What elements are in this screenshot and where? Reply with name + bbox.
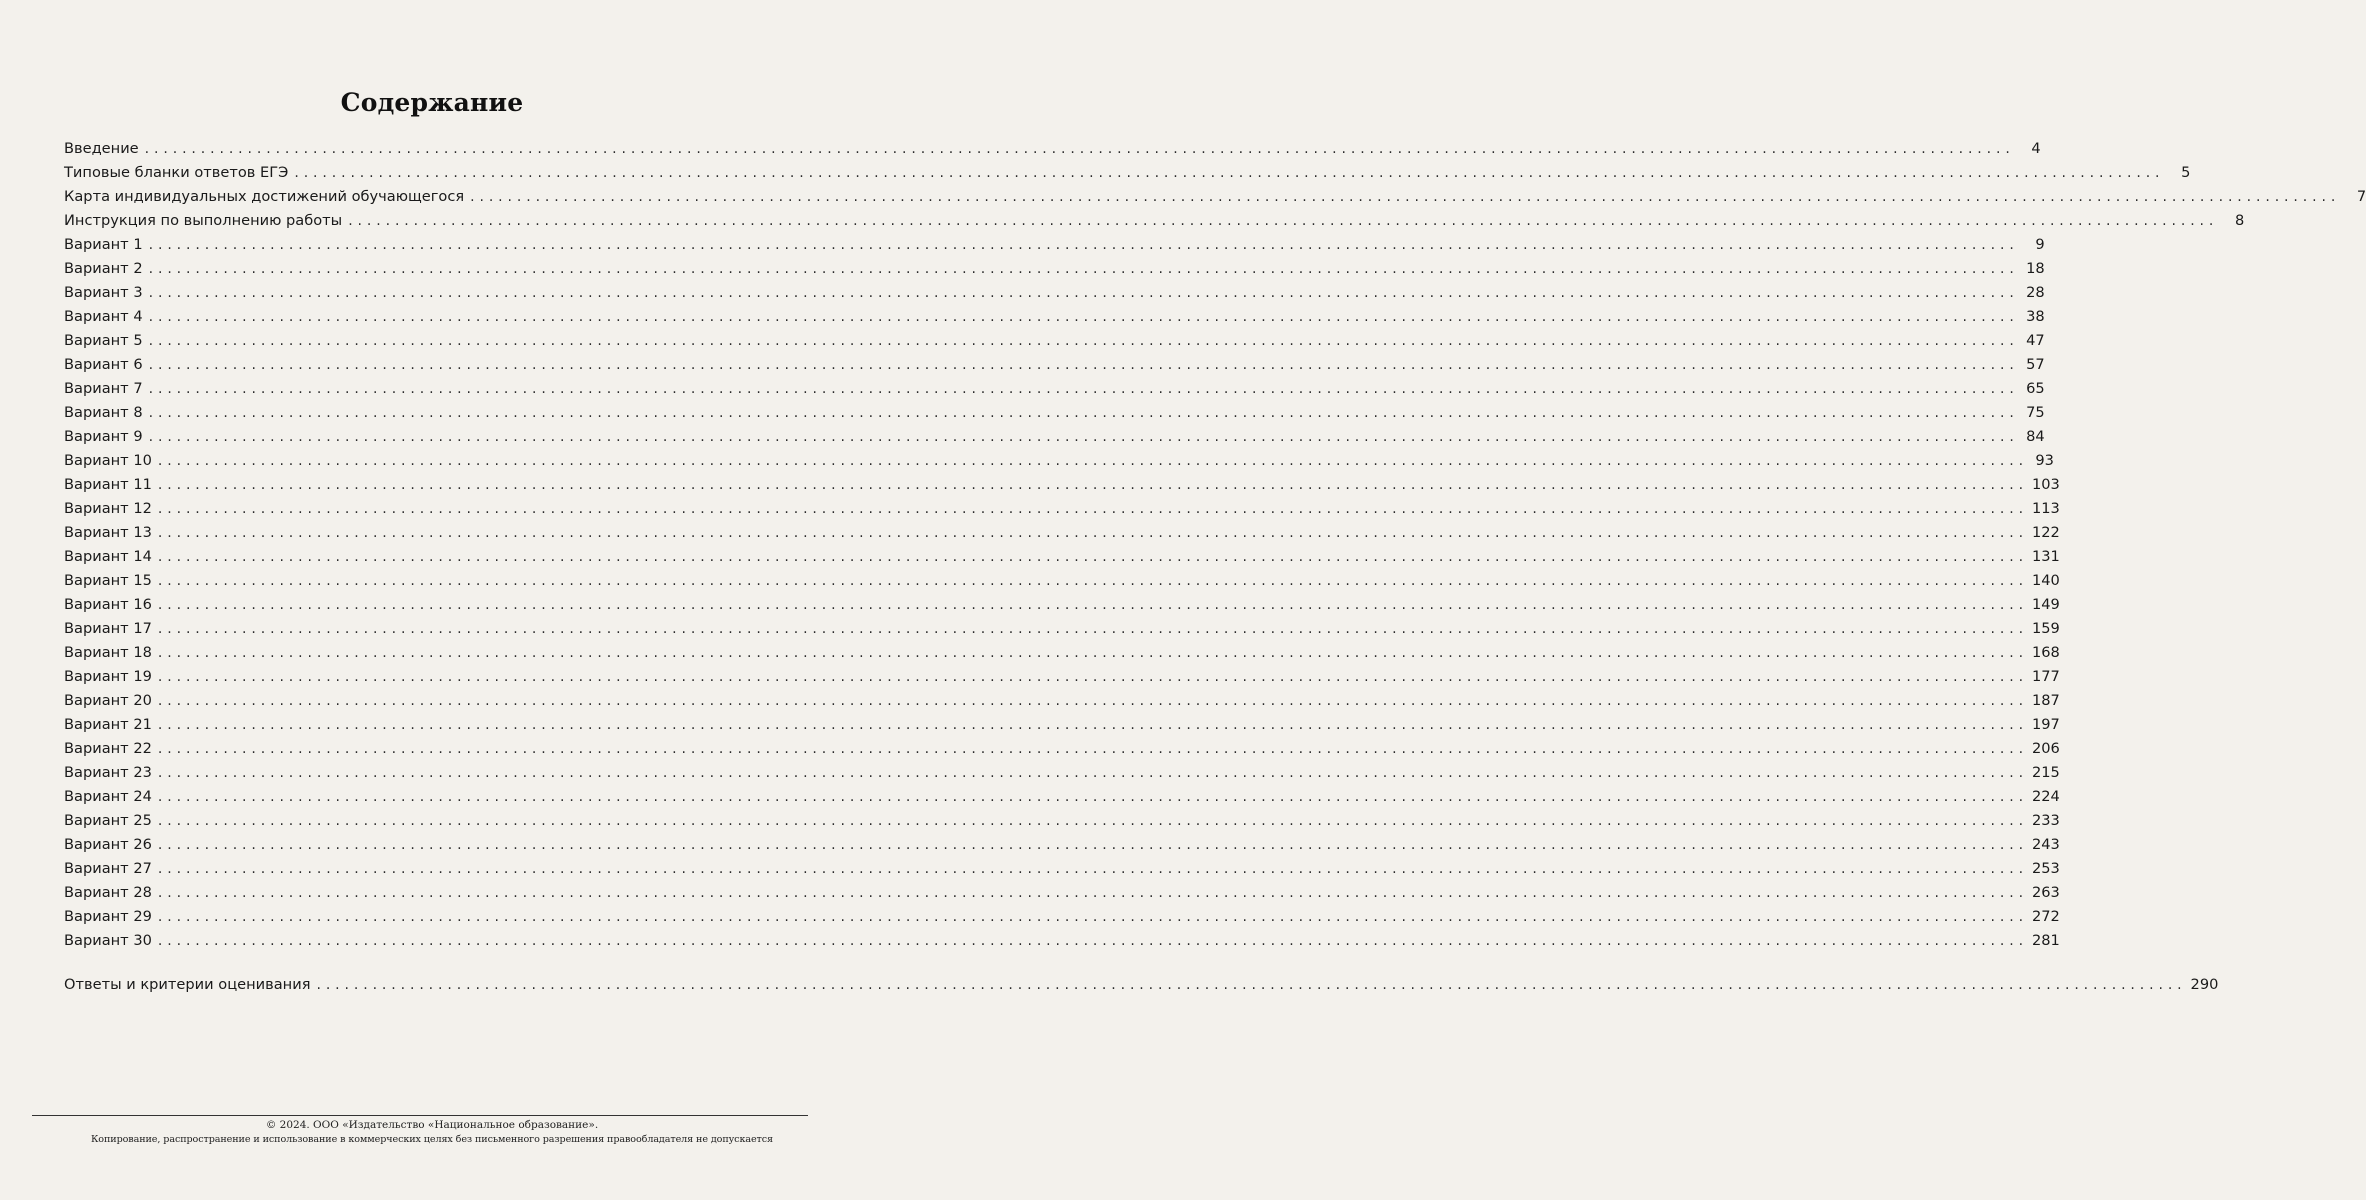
dot-leader: ........................................................................................................................................................................................................	[157, 909, 2028, 925]
dot-leader: ........................................................................................................................................................................................................	[157, 645, 2028, 661]
toc-entry[interactable]	[64, 404, 2045, 428]
dot-leader: ........................................................................................................................................................................................................	[348, 213, 2219, 229]
dot-leader: ........................................................................................................................................................................................................	[157, 789, 2028, 805]
toc-entry-page-number: 131	[2031, 548, 2060, 565]
toc-entry-label: Вариант 13	[64, 524, 152, 541]
toc-entry[interactable]	[64, 788, 2060, 812]
toc-entry-page-number: 206	[2031, 740, 2060, 757]
toc-entry-page-number: 113	[2031, 500, 2060, 517]
toc-entry-page-number: 187	[2031, 692, 2060, 709]
toc-entry[interactable]	[64, 716, 2060, 740]
dot-leader: ........................................................................................................................................................................................................	[157, 453, 2028, 469]
toc-entry[interactable]	[64, 548, 2060, 572]
toc-entry-page-number: 224	[2031, 788, 2060, 805]
toc-entry-page-number: 28	[2026, 284, 2045, 301]
toc-entry-label: Вариант 30	[64, 932, 152, 949]
toc-entry[interactable]	[64, 332, 2045, 356]
toc-entry-label: Вариант 17	[64, 620, 152, 637]
toc-entry-label: Вариант 15	[64, 572, 152, 589]
dot-leader: ........................................................................................................................................................................................................	[144, 141, 2015, 157]
toc-entry-label: Вариант 24	[64, 788, 152, 805]
toc-entry-label: Вариант 5	[64, 332, 143, 349]
toc-entry-label: Вариант 14	[64, 548, 152, 565]
toc-entry[interactable]	[64, 284, 2045, 308]
toc-entry-label: Введение	[64, 140, 139, 157]
toc-entry[interactable]	[64, 692, 2060, 716]
toc-entry[interactable]	[64, 884, 2060, 908]
dot-leader: ........................................................................................................................................................................................................	[157, 765, 2028, 781]
toc-entry-page-number: 149	[2031, 596, 2060, 613]
toc-entry-page-number: 122	[2031, 524, 2060, 541]
dot-leader: ........................................................................................................................................................................................................	[157, 861, 2028, 877]
toc-entry-page-number: 75	[2026, 404, 2045, 421]
toc-entry-label: Карта индивидуальных достижений обучающегося	[64, 188, 465, 205]
toc-entry-label: Типовые бланки ответов ЕГЭ	[64, 164, 289, 181]
toc-entry-page-number: 197	[2031, 716, 2060, 733]
toc-entry-label: Вариант 26	[64, 836, 152, 853]
footer-notice: Копирование, распространение и использование в коммерческих целях без письменного разрешения правообладателя не допускается	[90, 1134, 773, 1145]
toc-entry-page-number: 215	[2031, 764, 2060, 781]
toc-entry-page-number: 47	[2026, 332, 2045, 349]
toc-entry[interactable]	[64, 860, 2060, 884]
toc-entry-page-number: 177	[2031, 668, 2060, 685]
toc-entry[interactable]	[64, 140, 2041, 164]
dot-leader: ........................................................................................................................................................................................................	[157, 597, 2028, 613]
dot-leader: ........................................................................................................................................................................................................	[157, 669, 2028, 685]
dot-leader: ........................................................................................................................................................................................................	[157, 717, 2028, 733]
toc-entry[interactable]	[64, 908, 2060, 932]
toc-entry-answers[interactable]	[64, 976, 2219, 1000]
toc-entry-label: Вариант 2	[64, 260, 143, 277]
toc-entry-page-number: 168	[2031, 644, 2060, 661]
toc-entry[interactable]	[64, 620, 2060, 644]
dot-leader: ........................................................................................................................................................................................................	[148, 405, 2019, 421]
dot-leader: ........................................................................................................................................................................................................	[157, 549, 2028, 565]
toc-entry-label: Ответы и критерии оценивания	[64, 976, 311, 993]
toc-entry-label: Вариант 8	[64, 404, 143, 421]
dot-leader: ........................................................................................................................................................................................................	[148, 237, 2019, 253]
dot-leader: ........................................................................................................................................................................................................	[294, 165, 2165, 181]
toc-entry-page-number: 253	[2031, 860, 2060, 877]
dot-leader: ........................................................................................................................................................................................................	[148, 309, 2019, 325]
page-title: Содержание	[340, 88, 524, 117]
toc-entry-label: Вариант 12	[64, 500, 152, 517]
toc-entry-label: Вариант 1	[64, 236, 143, 253]
dot-leader: ........................................................................................................................................................................................................	[157, 501, 2028, 517]
footer-copyright: © 2024. ООО «Издательство «Национальное образование».	[265, 1119, 599, 1131]
toc-entry-page-number: 243	[2031, 836, 2060, 853]
toc-entry[interactable]	[64, 932, 2060, 956]
toc-entry-label: Вариант 16	[64, 596, 152, 613]
dot-leader: ........................................................................................................................................................................................................	[316, 977, 2187, 993]
footer-divider	[32, 1115, 808, 1116]
toc-entry-label: Вариант 11	[64, 476, 152, 493]
dot-leader: ........................................................................................................................................................................................................	[148, 357, 2019, 373]
toc-entry[interactable]	[64, 500, 2060, 524]
toc-entry-page-number: 65	[2026, 380, 2045, 397]
toc-entry-label: Вариант 21	[64, 716, 152, 733]
toc-entry-label: Вариант 29	[64, 908, 152, 925]
toc-entry-label: Вариант 22	[64, 740, 152, 757]
toc-entry[interactable]	[64, 356, 2045, 380]
toc-entry[interactable]	[64, 740, 2060, 764]
toc-entry-label: Вариант 20	[64, 692, 152, 709]
toc-entry[interactable]	[64, 836, 2060, 860]
toc-entry-label: Вариант 28	[64, 884, 152, 901]
toc-entry-label: Инструкция по выполнению работы	[64, 212, 343, 229]
toc-entry[interactable]	[64, 596, 2060, 620]
toc-entry-page-number: 140	[2031, 572, 2060, 589]
dot-leader: ........................................................................................................................................................................................................	[148, 261, 2019, 277]
dot-leader: ........................................................................................................................................................................................................	[148, 381, 2019, 397]
toc-entry-page-number: 290	[2190, 976, 2219, 993]
toc-entry-page-number: 57	[2026, 356, 2045, 373]
toc-entry-page-number: 8	[2234, 212, 2245, 229]
toc-entry-label: Вариант 23	[64, 764, 152, 781]
toc-entry[interactable]	[64, 764, 2060, 788]
toc-entry-label: Вариант 3	[64, 284, 143, 301]
dot-leader: ........................................................................................................................................................................................................	[157, 837, 2028, 853]
toc-entry-label: Вариант 27	[64, 860, 152, 877]
toc-entry-page-number: 4	[2031, 140, 2041, 157]
toc-entry-label: Вариант 6	[64, 356, 143, 373]
dot-leader: ........................................................................................................................................................................................................	[157, 477, 2028, 493]
toc-entry-page-number: 272	[2031, 908, 2060, 925]
dot-leader: ........................................................................................................................................................................................................	[157, 933, 2028, 949]
table-of-contents	[64, 140, 2366, 1000]
toc-entry[interactable]	[64, 308, 2045, 332]
dot-leader: ........................................................................................................................................................................................................	[157, 573, 2028, 589]
toc-entry[interactable]	[64, 644, 2060, 668]
toc-entry[interactable]	[64, 188, 2366, 212]
toc-entry[interactable]	[64, 380, 2045, 404]
toc-entry[interactable]	[64, 212, 2245, 236]
dot-leader: ........................................................................................................................................................................................................	[157, 525, 2028, 541]
toc-entry[interactable]	[64, 164, 2191, 188]
dot-leader: ........................................................................................................................................................................................................	[157, 813, 2028, 829]
toc-entry-label: Вариант 18	[64, 644, 152, 661]
dot-leader: ........................................................................................................................................................................................................	[470, 189, 2341, 205]
toc-entry[interactable]	[64, 812, 2060, 836]
toc-entry[interactable]	[64, 260, 2045, 284]
toc-entry-page-number: 9	[2035, 236, 2045, 253]
toc-entry-label: Вариант 4	[64, 308, 143, 325]
toc-entry[interactable]	[64, 524, 2060, 548]
toc-entry-label: Вариант 7	[64, 380, 143, 397]
dot-leader: ........................................................................................................................................................................................................	[148, 285, 2019, 301]
toc-entry-page-number: 233	[2031, 812, 2060, 829]
toc-entry-page-number: 7	[2356, 188, 2366, 205]
toc-entry-page-number: 38	[2026, 308, 2045, 325]
dot-leader: ........................................................................................................................................................................................................	[157, 885, 2028, 901]
toc-entry-page-number: 159	[2031, 620, 2060, 637]
toc-entry-page-number: 93	[2035, 452, 2054, 469]
toc-entry[interactable]	[64, 452, 2054, 476]
toc-entry-label: Вариант 10	[64, 452, 152, 469]
toc-entry-label: Вариант 25	[64, 812, 152, 829]
toc-entry-page-number: 84	[2026, 428, 2045, 445]
toc-entry-page-number: 263	[2031, 884, 2060, 901]
dot-leader: ........................................................................................................................................................................................................	[157, 621, 2028, 637]
bleed-through-background	[270, 18, 600, 78]
toc-entry[interactable]	[64, 428, 2045, 452]
dot-leader: ........................................................................................................................................................................................................	[148, 333, 2019, 349]
toc-entry[interactable]	[64, 572, 2060, 596]
toc-entry-page-number: 281	[2031, 932, 2060, 949]
toc-entry-page-number: 5	[2181, 164, 2191, 181]
toc-entry[interactable]	[64, 476, 2060, 500]
toc-entry-page-number: 103	[2031, 476, 2060, 493]
toc-entry-label: Вариант 9	[64, 428, 143, 445]
toc-entry-page-number: 18	[2026, 260, 2045, 277]
toc-entry[interactable]	[64, 668, 2060, 692]
toc-spacer	[64, 956, 790, 976]
dot-leader: ........................................................................................................................................................................................................	[157, 741, 2028, 757]
dot-leader: ........................................................................................................................................................................................................	[157, 693, 2028, 709]
toc-entry[interactable]	[64, 236, 2045, 260]
toc-entry-label: Вариант 19	[64, 668, 152, 685]
dot-leader: ........................................................................................................................................................................................................	[148, 429, 2019, 445]
